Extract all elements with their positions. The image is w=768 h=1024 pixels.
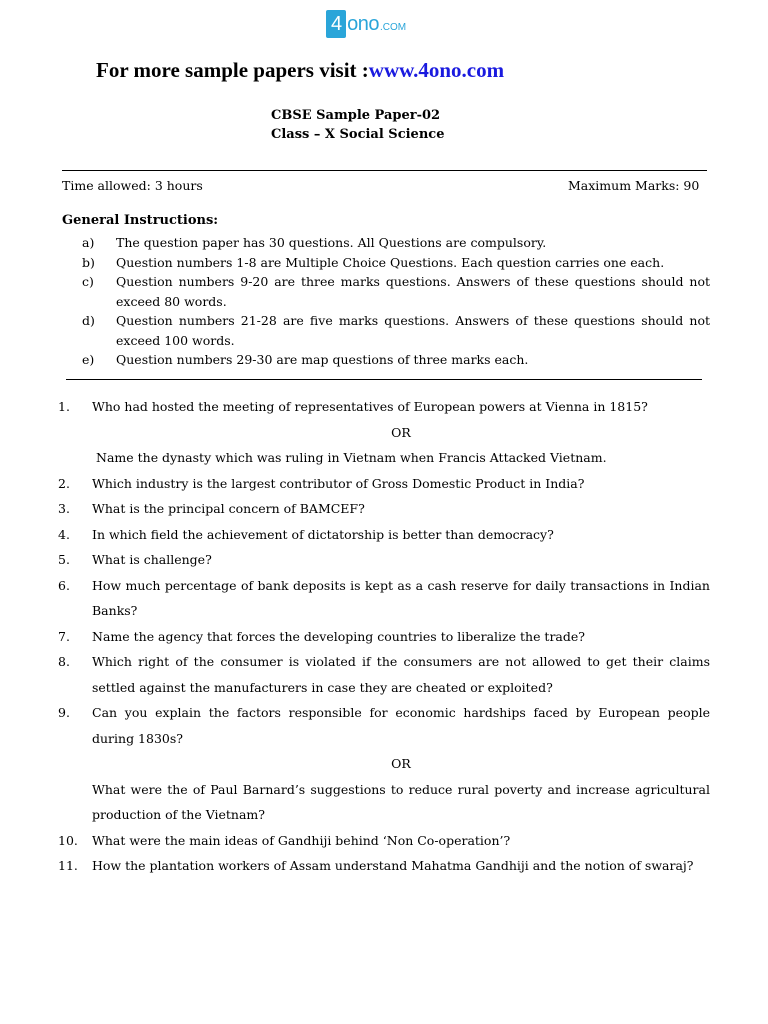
question-text: Can you explain the factors responsible for economic hardships faced by European people during 1830s? <box>92 705 710 746</box>
instruction-letter: c) <box>82 274 94 289</box>
question-text: What is the principal concern of BAMCEF? <box>92 501 365 516</box>
instruction-letter: d) <box>82 313 95 328</box>
promo-banner <box>96 58 504 83</box>
question-item <box>58 624 710 650</box>
question-number: 1. <box>58 399 70 414</box>
promo-text: For more sample papers visit : <box>96 58 369 82</box>
instructions-title: General Instructions: <box>62 213 219 228</box>
question-text: How much percentage of bank deposits is kept as a cash reserve for daily transactions in Indian Banks? <box>92 577 710 618</box>
promo-link[interactable]: www.4ono.com <box>368 58 505 82</box>
question-text: How the plantation workers of Assam understand Mahatma Gandhiji and the notion of swaraj? <box>92 858 694 873</box>
question-number: 7. <box>58 628 70 644</box>
question-text: Which industry is the largest contributor of Gross Domestic Product in India? <box>92 475 585 491</box>
instruction-text: The question paper has 30 questions. All Questions are compulsory. <box>116 235 547 250</box>
question-number: 4. <box>58 526 70 542</box>
question-item <box>58 471 710 497</box>
question-number: 5. <box>58 552 70 567</box>
question-item <box>58 700 710 751</box>
or-separator: OR <box>391 424 411 440</box>
question-list <box>58 394 710 879</box>
instruction-item <box>82 253 712 273</box>
question-item <box>58 777 710 828</box>
instruction-item <box>82 311 712 350</box>
question-number: 10. <box>58 832 78 848</box>
question-item <box>58 853 710 879</box>
question-number: 11. <box>58 858 78 873</box>
question-number: 9. <box>58 705 70 720</box>
question-text: Which right of the consumer is violated if the consumers are not allowed to get their claims settled against the manufacturers in case they are cheated or exploited? <box>92 654 710 695</box>
question-text: What were the main ideas of Gandhiji behind ‘Non Co-operation’? <box>92 832 511 848</box>
question-number: 3. <box>58 501 70 516</box>
instruction-text: Question numbers 1-8 are Multiple Choice Questions. Each question carries one each. <box>116 254 665 270</box>
max-marks: Maximum Marks: 90 <box>568 178 700 193</box>
question-text: Who had hosted the meeting of representatives of European powers at Vienna in 1815? <box>92 399 648 414</box>
instruction-item <box>82 350 712 370</box>
question-text: Name the agency that forces the developing countries to liberalize the trade? <box>92 628 585 644</box>
logo-suffix: .COM <box>380 21 407 33</box>
instruction-item <box>82 233 712 253</box>
question-item <box>58 394 710 420</box>
question-item <box>58 547 710 573</box>
logo-wordmark: ono <box>347 12 379 35</box>
instruction-text: Question numbers 9-20 are three marks questions. Answers of these questions should not exceed 80 words. <box>116 274 710 309</box>
question-text: In which field the achievement of dictatorship is better than democracy? <box>92 526 554 542</box>
logo-mark: 4 <box>326 10 346 38</box>
question-text: What is challenge? <box>92 552 212 567</box>
instructions-divider <box>66 379 702 380</box>
question-number: 2. <box>58 475 70 491</box>
time-allowed: Time allowed: 3 hours <box>62 178 203 193</box>
question-item <box>58 649 710 700</box>
top-divider <box>62 170 707 171</box>
or-separator: OR <box>391 756 411 771</box>
question-item <box>58 828 710 854</box>
question-item <box>58 522 710 548</box>
site-logo[interactable] <box>326 10 406 38</box>
question-item <box>58 496 710 522</box>
paper-title: CBSE Sample Paper-02 <box>271 108 441 123</box>
question-number: 8. <box>58 654 70 669</box>
instruction-item <box>82 272 712 311</box>
instruction-text: Question numbers 29-30 are map questions of three marks each. <box>116 352 529 367</box>
question-number <box>58 777 92 828</box>
instruction-text: Question numbers 21-28 are five marks questions. Answers of these questions should not exceed 100 words. <box>116 313 710 348</box>
question-item <box>58 573 710 624</box>
instructions-list <box>82 233 712 370</box>
instruction-letter: b) <box>82 254 95 270</box>
question-alternative: Name the dynasty which was ruling in Vietnam when Francis Attacked Vietnam. <box>96 450 607 465</box>
question-number: 6. <box>58 577 70 593</box>
instruction-letter: a) <box>82 235 95 250</box>
paper-class: Class – X Social Science <box>271 127 445 142</box>
question-text: What were the of Paul Barnard’s suggestions to reduce rural poverty and increase agricultural production of the Vietnam? <box>92 781 710 822</box>
instruction-letter: e) <box>82 352 95 367</box>
